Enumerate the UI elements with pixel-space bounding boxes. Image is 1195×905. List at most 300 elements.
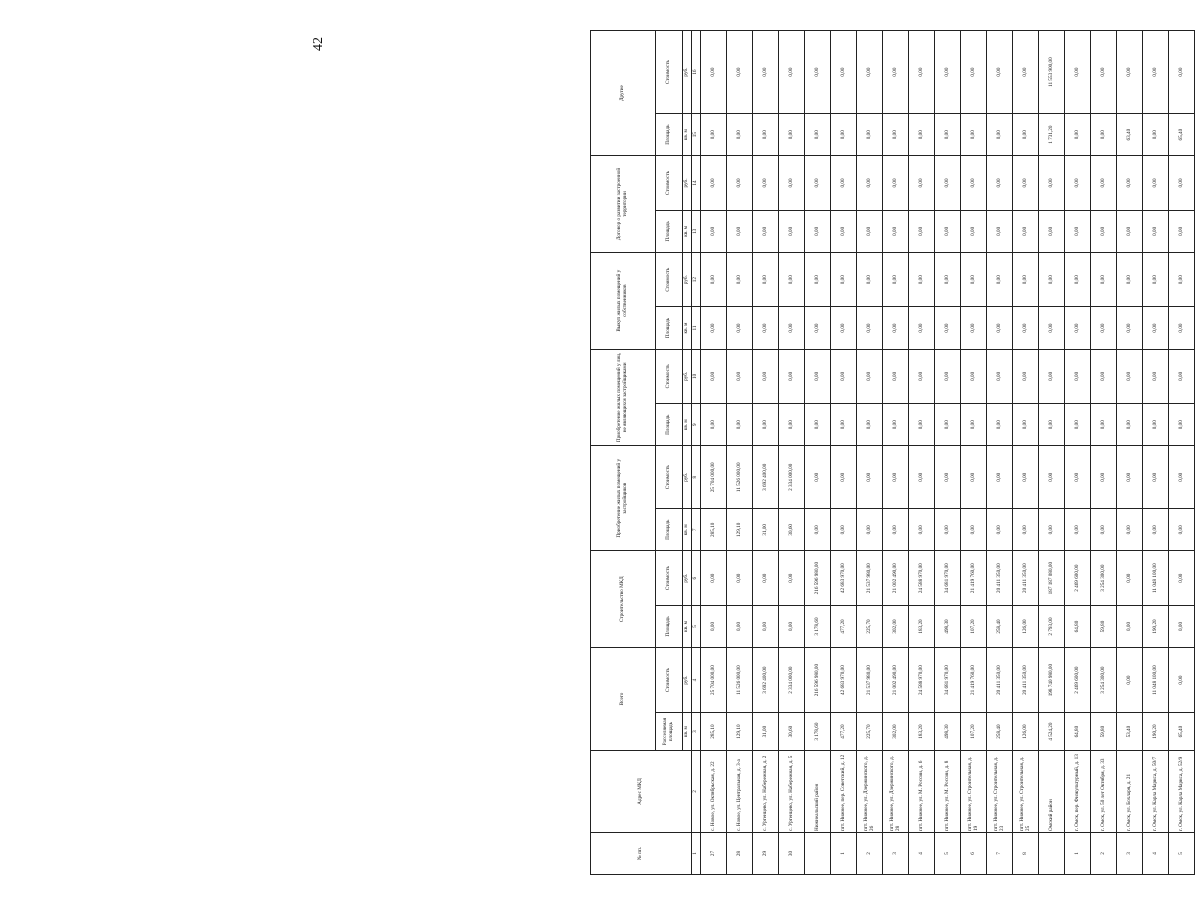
value-cell: 0,00 xyxy=(1065,114,1091,156)
value-cell: 0,00 xyxy=(935,31,961,114)
value-cell: 59,80 xyxy=(1091,605,1117,647)
value-cell: 0,00 xyxy=(779,156,805,211)
value-cell: 0,00 xyxy=(753,31,779,114)
value-cell: 0,00 xyxy=(1013,156,1039,211)
value-cell: 0,00 xyxy=(987,31,1013,114)
value-cell: 0,00 xyxy=(1013,307,1039,349)
value-cell: 0,00 xyxy=(935,114,961,156)
value-cell: 21 537 980,00 xyxy=(857,648,883,713)
value-cell: 0,00 xyxy=(753,349,779,404)
table-row xyxy=(1091,31,1117,875)
value-cell: 0,00 xyxy=(1143,349,1169,404)
table-row xyxy=(1065,31,1091,875)
row-number: 1 xyxy=(831,832,857,874)
value-cell: 0,00 xyxy=(1143,156,1169,211)
value-cell: 0,00 xyxy=(831,210,857,252)
address-cell: пгт. Нижнее, ул. Дзержинского, д. 26 xyxy=(857,751,883,833)
value-cell: 126,00 xyxy=(1013,713,1039,751)
subheader-area: Площадь xyxy=(656,605,683,647)
value-cell: 20 411 350,00 xyxy=(1013,648,1039,713)
value-cell: 0,00 xyxy=(753,114,779,156)
value-cell: 0,00 xyxy=(1013,210,1039,252)
row-number xyxy=(805,832,831,874)
value-cell: 0,00 xyxy=(727,349,753,404)
value-cell: 107,20 xyxy=(961,713,987,751)
table-body xyxy=(701,31,1195,875)
header-developer-purchase: Приобретение жилых помещений у застройщиков xyxy=(591,446,656,551)
value-cell: 0,00 xyxy=(805,210,831,252)
address-cell: пгт. Нижнее, ул. Дзержинского, д. 28 xyxy=(883,751,909,833)
unit-sqm: кв. м xyxy=(683,114,692,156)
value-cell: 11 048 100,00 xyxy=(1143,648,1169,713)
value-cell: 225,70 xyxy=(857,713,883,751)
value-cell: 0,00 xyxy=(935,307,961,349)
value-cell: 3 178,60 xyxy=(805,605,831,647)
value-cell: 0,00 xyxy=(805,446,831,509)
value-cell: 0,00 xyxy=(779,551,805,606)
row-number: 4 xyxy=(1143,832,1169,874)
value-cell: 0,00 xyxy=(727,404,753,446)
value-cell: 0,00 xyxy=(1117,404,1143,446)
value-cell: 302,00 xyxy=(883,605,909,647)
unit-rub: руб. xyxy=(683,446,692,509)
value-cell: 0,00 xyxy=(805,156,831,211)
value-cell: 0,00 xyxy=(1091,349,1117,404)
value-cell: 0,00 xyxy=(935,210,961,252)
column-number: 14 xyxy=(692,156,701,211)
row-number: 8 xyxy=(1013,832,1039,874)
value-cell: 3 692 400,00 xyxy=(753,648,779,713)
value-cell: 0,00 xyxy=(1117,31,1143,114)
subheader-cost: Стоимость xyxy=(656,31,683,114)
value-cell: 65,40 xyxy=(1169,713,1195,751)
table-row xyxy=(753,31,779,875)
value-cell: 30,60 xyxy=(779,713,805,751)
row-number: 7 xyxy=(987,832,1013,874)
value-cell: 0,00 xyxy=(987,252,1013,307)
subheader-cost: Стоимость xyxy=(656,551,683,606)
value-cell: 285,10 xyxy=(701,509,727,551)
value-cell: 0,00 xyxy=(961,31,987,114)
value-cell: 0,00 xyxy=(909,252,935,307)
value-cell: 0,00 xyxy=(779,31,805,114)
value-cell: 0,00 xyxy=(779,307,805,349)
header-address: Адрес МКД xyxy=(591,751,692,833)
value-cell: 0,00 xyxy=(831,307,857,349)
value-cell: 0,00 xyxy=(1143,114,1169,156)
value-cell: 24 588 970,00 xyxy=(909,551,935,606)
value-cell: 0,00 xyxy=(779,252,805,307)
value-cell: 1 731,20 xyxy=(1039,114,1065,156)
value-cell: 3 254 300,00 xyxy=(1091,551,1117,606)
value-cell: 11 526 000,00 xyxy=(727,648,753,713)
value-cell: 0,00 xyxy=(753,307,779,349)
row-number: 1 xyxy=(1065,832,1091,874)
column-number: 5 xyxy=(692,605,701,647)
column-number: 16 xyxy=(692,31,701,114)
value-cell: 0,00 xyxy=(961,446,987,509)
value-cell: 34 681 970,00 xyxy=(935,551,961,606)
address-cell: г. Омск, пер. Физкультурный, д. 13 xyxy=(1065,751,1091,833)
value-cell: 0,00 xyxy=(1065,156,1091,211)
subheader-area: Площадь xyxy=(656,210,683,252)
resettlement-table xyxy=(590,30,1195,875)
value-cell: 0,00 xyxy=(857,446,883,509)
address-cell: пгт. Нижнее, ул. Строительная, д. 23 xyxy=(987,751,1013,833)
value-cell: 11 526 000,00 xyxy=(727,446,753,509)
value-cell: 0,00 xyxy=(1117,210,1143,252)
value-cell: 183,20 xyxy=(909,713,935,751)
value-cell: 0,00 xyxy=(831,114,857,156)
value-cell: 0,00 xyxy=(909,349,935,404)
value-cell: 0,00 xyxy=(1039,349,1065,404)
value-cell: 0,00 xyxy=(961,156,987,211)
rotated-table-container xyxy=(590,30,1184,875)
value-cell: 0,00 xyxy=(935,349,961,404)
unit-sqm: кв. м xyxy=(683,509,692,551)
column-number: 10 xyxy=(692,349,701,404)
value-cell: 0,00 xyxy=(831,156,857,211)
unit-sqm: кв. м xyxy=(683,307,692,349)
value-cell: 0,00 xyxy=(1143,210,1169,252)
value-cell: 0,00 xyxy=(701,404,727,446)
value-cell: 0,00 xyxy=(961,252,987,307)
value-cell: 0,00 xyxy=(987,509,1013,551)
value-cell: 0,00 xyxy=(1065,349,1091,404)
value-cell: 0,00 xyxy=(753,252,779,307)
row-number: 28 xyxy=(727,832,753,874)
value-cell: 21 002 490,00 xyxy=(883,551,909,606)
value-cell: 0,00 xyxy=(883,156,909,211)
value-cell: 0,00 xyxy=(1091,210,1117,252)
value-cell: 0,00 xyxy=(909,446,935,509)
column-number: 12 xyxy=(692,252,701,307)
table-row xyxy=(961,31,987,875)
value-cell: 0,00 xyxy=(935,509,961,551)
value-cell: 216 596 980,00 xyxy=(805,551,831,606)
table-row xyxy=(727,31,753,875)
value-cell: 0,00 xyxy=(701,252,727,307)
table-group-row xyxy=(805,31,831,875)
value-cell: 0,00 xyxy=(727,551,753,606)
value-cell: 0,00 xyxy=(883,307,909,349)
value-cell: 21 002 490,00 xyxy=(883,648,909,713)
value-cell: 0,00 xyxy=(831,349,857,404)
value-cell: 0,00 xyxy=(831,252,857,307)
value-cell: 0,00 xyxy=(883,509,909,551)
value-cell: 498,30 xyxy=(935,605,961,647)
value-cell: 31,00 xyxy=(753,713,779,751)
row-number: 27 xyxy=(701,832,727,874)
page-number: 42 xyxy=(311,37,326,51)
value-cell: 0,00 xyxy=(1013,509,1039,551)
value-cell: 21 537 980,00 xyxy=(857,551,883,606)
value-cell: 0,00 xyxy=(1117,648,1143,713)
table-row xyxy=(909,31,935,875)
value-cell: 0,00 xyxy=(1065,509,1091,551)
district-name: Омский район xyxy=(1039,751,1065,833)
column-number: 2 xyxy=(692,751,701,833)
value-cell: 0,00 xyxy=(727,210,753,252)
row-number: 3 xyxy=(883,832,909,874)
value-cell: 0,00 xyxy=(805,509,831,551)
value-cell: 0,00 xyxy=(831,31,857,114)
value-cell: 0,00 xyxy=(987,210,1013,252)
value-cell: 0,00 xyxy=(1013,446,1039,509)
value-cell: 0,00 xyxy=(1039,404,1065,446)
value-cell: 0,00 xyxy=(1143,307,1169,349)
value-cell: 0,00 xyxy=(1013,404,1039,446)
subheader-cost: Стоимость xyxy=(656,648,683,713)
value-cell: 0,00 xyxy=(1065,446,1091,509)
value-cell: 0,00 xyxy=(909,156,935,211)
value-cell: 0,00 xyxy=(1091,404,1117,446)
value-cell: 0,00 xyxy=(1039,307,1065,349)
value-cell: 0,00 xyxy=(701,156,727,211)
unit-rub: руб. xyxy=(683,648,692,713)
address-cell: пгт. Нижнее, ул. М. России, д. 8 xyxy=(935,751,961,833)
value-cell: 0,00 xyxy=(987,307,1013,349)
value-cell: 0,00 xyxy=(961,509,987,551)
value-cell: 129,10 xyxy=(727,509,753,551)
column-number: 3 xyxy=(692,713,701,751)
value-cell: 0,00 xyxy=(779,404,805,446)
value-cell: 183,20 xyxy=(909,605,935,647)
subheader-cost: Стоимость xyxy=(656,446,683,509)
value-cell: 498,30 xyxy=(935,713,961,751)
value-cell: 0,00 xyxy=(909,509,935,551)
value-cell: 20 411 350,00 xyxy=(1013,551,1039,606)
value-cell: 0,00 xyxy=(805,349,831,404)
value-cell: 0,00 xyxy=(1169,307,1195,349)
value-cell: 0,00 xyxy=(987,156,1013,211)
value-cell: 190,20 xyxy=(1143,605,1169,647)
value-cell: 65,40 xyxy=(1169,114,1195,156)
value-cell: 0,00 xyxy=(1169,156,1195,211)
column-number-row xyxy=(692,31,701,875)
value-cell: 0,00 xyxy=(857,404,883,446)
value-cell: 0,00 xyxy=(1169,551,1195,606)
address-cell: г. Омск, ул. Бохларя, д. 21 xyxy=(1117,751,1143,833)
value-cell: 0,00 xyxy=(1117,156,1143,211)
row-number: 5 xyxy=(1169,832,1195,874)
value-cell: 0,00 xyxy=(1117,509,1143,551)
value-cell: 63,40 xyxy=(1117,114,1143,156)
address-cell: пгт. Нижнее, ул. Строительная, д. 25 xyxy=(1013,751,1039,833)
value-cell: 0,00 xyxy=(1065,404,1091,446)
value-cell: 0,00 xyxy=(1039,252,1065,307)
value-cell: 0,00 xyxy=(857,156,883,211)
value-cell: 0,00 xyxy=(1013,349,1039,404)
address-cell: с. Новое, ул. Центральная, д. 3-а xyxy=(727,751,753,833)
value-cell: 0,00 xyxy=(1039,509,1065,551)
value-cell: 0,00 xyxy=(1065,307,1091,349)
column-number: 8 xyxy=(692,446,701,509)
value-cell: 0,00 xyxy=(987,114,1013,156)
address-cell: с. Ургенцево, ул. Набережная, д. 2 xyxy=(753,751,779,833)
value-cell: 42 683 970,00 xyxy=(831,648,857,713)
value-cell: 0,00 xyxy=(883,404,909,446)
table-row xyxy=(857,31,883,875)
value-cell: 0,00 xyxy=(1169,210,1195,252)
table-row xyxy=(1143,31,1169,875)
value-cell: 25 704 000,00 xyxy=(701,648,727,713)
value-cell: 0,00 xyxy=(935,404,961,446)
value-cell: 0,00 xyxy=(1169,404,1195,446)
value-cell: 0,00 xyxy=(727,31,753,114)
value-cell: 0,00 xyxy=(805,252,831,307)
value-cell: 477,20 xyxy=(831,605,857,647)
value-cell: 0,00 xyxy=(1169,349,1195,404)
value-cell: 198 740 980,00 xyxy=(1039,648,1065,713)
row-number: 29 xyxy=(753,832,779,874)
unit-sqm: кв. м xyxy=(683,210,692,252)
table-row xyxy=(701,31,727,875)
value-cell: 0,00 xyxy=(961,307,987,349)
value-cell: 0,00 xyxy=(1013,252,1039,307)
value-cell: 0,00 xyxy=(1091,156,1117,211)
value-cell: 0,00 xyxy=(1169,252,1195,307)
subheader-cost: Стоимость xyxy=(656,252,683,307)
value-cell: 0,00 xyxy=(1117,349,1143,404)
table-row xyxy=(779,31,805,875)
value-cell: 0,00 xyxy=(805,307,831,349)
value-cell: 0,00 xyxy=(779,210,805,252)
value-cell: 0,00 xyxy=(1065,210,1091,252)
unit-rub: руб. xyxy=(683,252,692,307)
row-number: 2 xyxy=(857,832,883,874)
row-number: 6 xyxy=(961,832,987,874)
column-number: 9 xyxy=(692,404,701,446)
value-cell: 0,00 xyxy=(1169,605,1195,647)
value-cell: 0,00 xyxy=(1143,446,1169,509)
value-cell: 0,00 xyxy=(987,404,1013,446)
value-cell: 0,00 xyxy=(883,252,909,307)
value-cell: 20 411 350,00 xyxy=(987,648,1013,713)
column-number: 7 xyxy=(692,509,701,551)
value-cell: 0,00 xyxy=(1039,210,1065,252)
value-cell: 0,00 xyxy=(701,210,727,252)
value-cell: 0,00 xyxy=(857,114,883,156)
value-cell: 0,00 xyxy=(727,605,753,647)
subheader-area: Площадь xyxy=(656,509,683,551)
unit-rub: руб. xyxy=(683,349,692,404)
value-cell: 225,70 xyxy=(857,605,883,647)
value-cell: 2 334 000,00 xyxy=(779,446,805,509)
value-cell: 3 254 300,00 xyxy=(1091,648,1117,713)
column-number: 1 xyxy=(692,832,701,874)
address-cell: пгт. Нижнее, ул. Строительная, д. 19 xyxy=(961,751,987,833)
value-cell: 0,00 xyxy=(857,252,883,307)
column-number: 6 xyxy=(692,551,701,606)
value-cell: 3 692 400,00 xyxy=(753,446,779,509)
value-cell: 0,00 xyxy=(779,605,805,647)
row-number: 5 xyxy=(935,832,961,874)
value-cell: 258,40 xyxy=(987,713,1013,751)
value-cell: 0,00 xyxy=(1091,446,1117,509)
header-construction: Строительство МКД xyxy=(591,551,656,648)
value-cell: 0,00 xyxy=(1169,648,1195,713)
value-cell: 0,00 xyxy=(1169,446,1195,509)
value-cell: 0,00 xyxy=(961,210,987,252)
value-cell: 0,00 xyxy=(701,551,727,606)
value-cell: 0,00 xyxy=(753,551,779,606)
value-cell: 0,00 xyxy=(935,156,961,211)
value-cell: 11 553 900,00 xyxy=(1039,31,1065,114)
value-cell: 0,00 xyxy=(1169,31,1195,114)
value-cell: 0,00 xyxy=(1013,114,1039,156)
value-cell: 0,00 xyxy=(1091,31,1117,114)
value-cell: 2 469 600,00 xyxy=(1065,551,1091,606)
header-development-contract: Договор о развитии застроенной территории xyxy=(591,156,656,253)
value-cell: 0,00 xyxy=(727,252,753,307)
value-cell: 24 588 970,00 xyxy=(909,648,935,713)
value-cell: 0,00 xyxy=(1143,252,1169,307)
value-cell: 0,00 xyxy=(753,156,779,211)
value-cell: 0,00 xyxy=(1091,307,1117,349)
value-cell: 0,00 xyxy=(1013,31,1039,114)
value-cell: 0,00 xyxy=(753,210,779,252)
value-cell: 0,00 xyxy=(1143,31,1169,114)
unit-sqm: кв. м xyxy=(683,713,692,751)
value-cell: 0,00 xyxy=(701,349,727,404)
value-cell: 0,00 xyxy=(883,446,909,509)
value-cell: 0,00 xyxy=(753,605,779,647)
value-cell: 0,00 xyxy=(1039,156,1065,211)
address-cell: г. Омск, ул. Карла Маркса, д. 50/7 xyxy=(1143,751,1169,833)
unit-rub: руб. xyxy=(683,551,692,606)
subheader-area: Площадь xyxy=(656,404,683,446)
value-cell: 0,00 xyxy=(805,404,831,446)
value-cell: 2 793,00 xyxy=(1039,605,1065,647)
value-cell: 0,00 xyxy=(1065,252,1091,307)
address-cell: г. Омск, ул. 50 лет Октября, д. 33 xyxy=(1091,751,1117,833)
value-cell: 0,00 xyxy=(1117,551,1143,606)
value-cell: 0,00 xyxy=(987,446,1013,509)
value-cell: 0,00 xyxy=(1091,509,1117,551)
value-cell: 0,00 xyxy=(909,307,935,349)
value-cell: 129,10 xyxy=(727,713,753,751)
value-cell: 64,80 xyxy=(1065,605,1091,647)
value-cell: 0,00 xyxy=(883,349,909,404)
value-cell: 0,00 xyxy=(1169,509,1195,551)
value-cell: 0,00 xyxy=(909,210,935,252)
value-cell: 0,00 xyxy=(1117,307,1143,349)
value-cell: 0,00 xyxy=(805,114,831,156)
unit-sqm: кв. м xyxy=(683,404,692,446)
row-number: 3 xyxy=(1117,832,1143,874)
address-cell: пгт. Нижнее, ул. М. России, д. 6 xyxy=(909,751,935,833)
value-cell: 64,80 xyxy=(1065,713,1091,751)
value-cell: 0,00 xyxy=(883,210,909,252)
value-cell: 187 187 080,00 xyxy=(1039,551,1065,606)
value-cell: 0,00 xyxy=(727,114,753,156)
table-row xyxy=(883,31,909,875)
value-cell: 53,40 xyxy=(1117,713,1143,751)
value-cell: 190,20 xyxy=(1143,713,1169,751)
value-cell: 21 419 760,00 xyxy=(961,551,987,606)
column-number: 15 xyxy=(692,114,701,156)
row-number: 30 xyxy=(779,832,805,874)
value-cell: 0,00 xyxy=(831,509,857,551)
value-cell: 2 334 000,00 xyxy=(779,648,805,713)
value-cell: 285,10 xyxy=(701,713,727,751)
value-cell: 25 704 000,00 xyxy=(701,446,727,509)
value-cell: 0,00 xyxy=(857,509,883,551)
row-number: 2 xyxy=(1091,832,1117,874)
table-row xyxy=(1169,31,1195,875)
value-cell: 0,00 xyxy=(909,114,935,156)
